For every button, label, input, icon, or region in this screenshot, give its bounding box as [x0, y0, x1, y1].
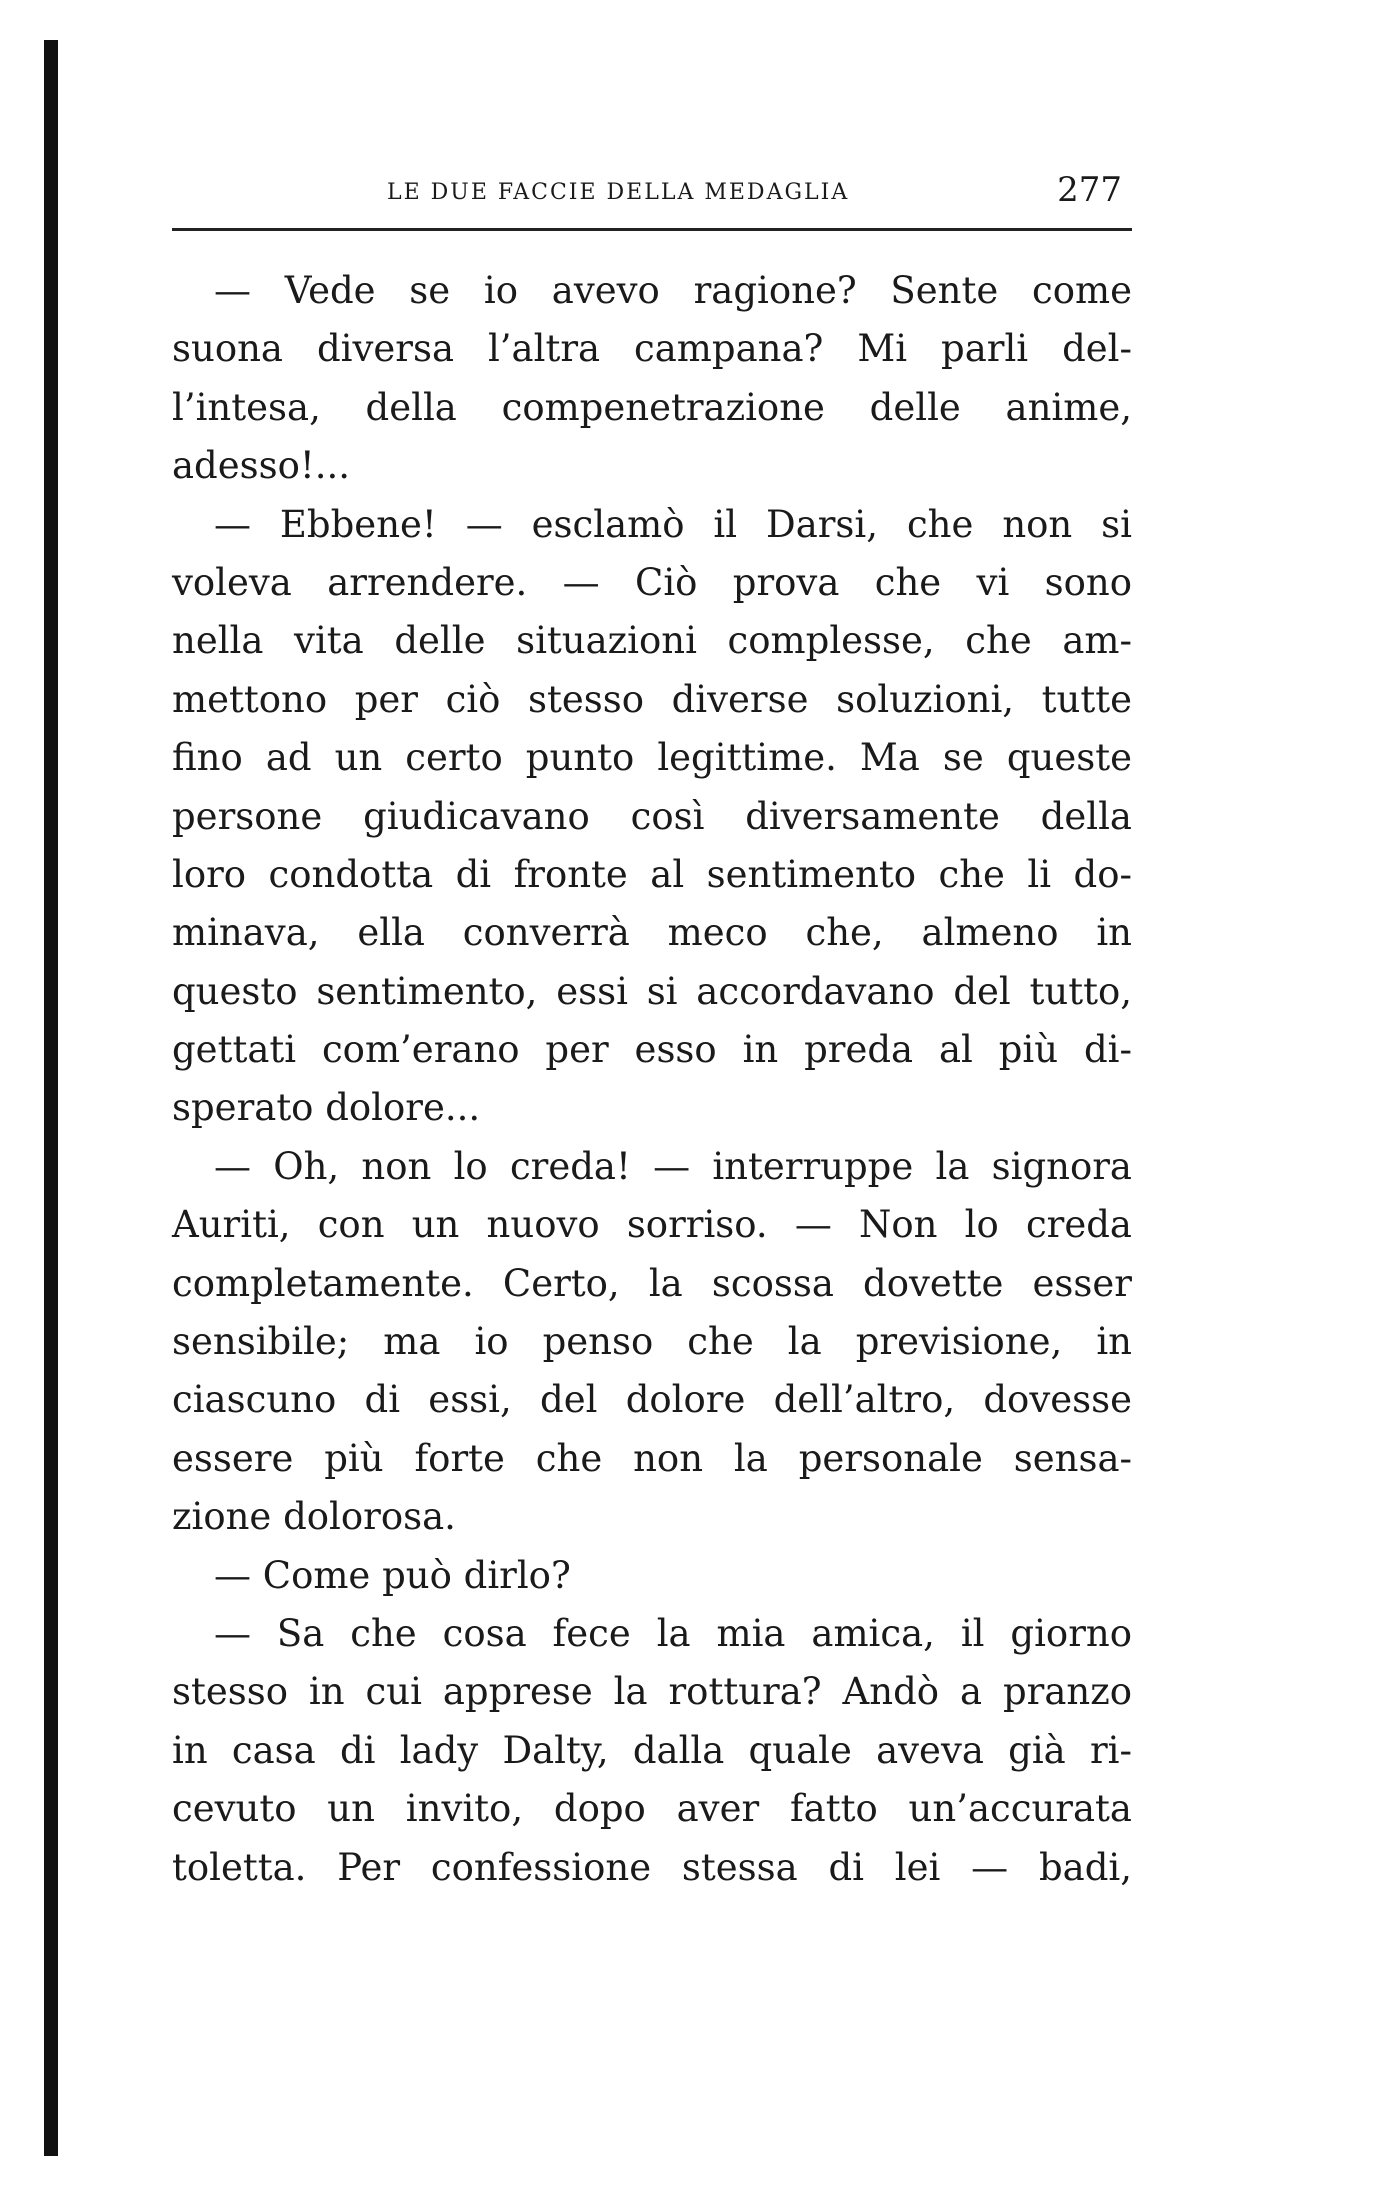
- text-line: stesso in cui apprese la rottura? Andò a pranzo: [172, 1670, 1132, 1714]
- text-line: cevuto un invito, dopo aver fatto un’accurata: [172, 1787, 1132, 1831]
- text-line: essere più forte che non la personale sensa-: [172, 1436, 1132, 1480]
- text-body: [172, 262, 1132, 1897]
- text-line: — Oh, non lo creda! — interruppe la signora: [214, 1144, 1132, 1188]
- header-rule: [172, 228, 1132, 231]
- text-line: nella vita delle situazioni complesse, che am-: [172, 619, 1132, 663]
- text-line: voleva arrendere. — Ciò prova che vi sono: [172, 560, 1132, 604]
- text-line: gettati com’erano per esso in preda al più di-: [172, 1028, 1132, 1072]
- text-line: — Vede se io avevo ragione? Sente come: [214, 269, 1132, 312]
- text-line: — Ebbene! — esclamò il Darsi, che non si: [214, 502, 1132, 546]
- text-line: ciascuno di essi, del dolore dell’altro, dovesse: [172, 1378, 1132, 1422]
- page-number: 277: [1057, 170, 1122, 210]
- text-line: — Come può dirlo?: [214, 1553, 571, 1597]
- text-line: suona diversa l’altra campana? Mi parli del-: [172, 327, 1132, 371]
- running-title: LE DUE FACCIE DELLA MEDAGLIA: [387, 180, 850, 205]
- text-line: persone giudicavano così diversamente della: [172, 794, 1132, 838]
- text-line: loro condotta di fronte al sentimento che li do-: [172, 852, 1132, 896]
- text-line: mettono per ciò stesso diverse soluzioni, tutte: [172, 677, 1132, 721]
- book-page: [172, 0, 1132, 2196]
- text-line: minava, ella converrà meco che, almeno in: [172, 911, 1132, 955]
- text-line: toletta. Per confessione stessa di lei — badi,: [172, 1845, 1132, 1889]
- page-header: [172, 170, 1132, 230]
- text-line: zione dolorosa.: [172, 1495, 456, 1539]
- text-line: Auriti, con un nuovo sorriso. — Non lo creda: [172, 1203, 1132, 1247]
- text-line: sensibile; ma io penso che la previsione, in: [172, 1320, 1132, 1364]
- text-line: — Sa che cosa fece la mia amica, il giorno: [214, 1611, 1132, 1655]
- text-line: l’intesa, della compenetrazione delle anime,: [172, 385, 1132, 429]
- text-line: adesso!...: [172, 444, 351, 488]
- text-line: fino ad un certo punto legittime. Ma se queste: [172, 736, 1132, 780]
- text-line: questo sentimento, essi si accordavano del tutto,: [172, 969, 1132, 1013]
- text-line: completamente. Certo, la scossa dovette esser: [172, 1261, 1132, 1305]
- text-line: sperato dolore...: [172, 1086, 481, 1130]
- binding-edge: [44, 40, 58, 2156]
- text-line: in casa di lady Dalty, dalla quale aveva già ri-: [172, 1728, 1132, 1772]
